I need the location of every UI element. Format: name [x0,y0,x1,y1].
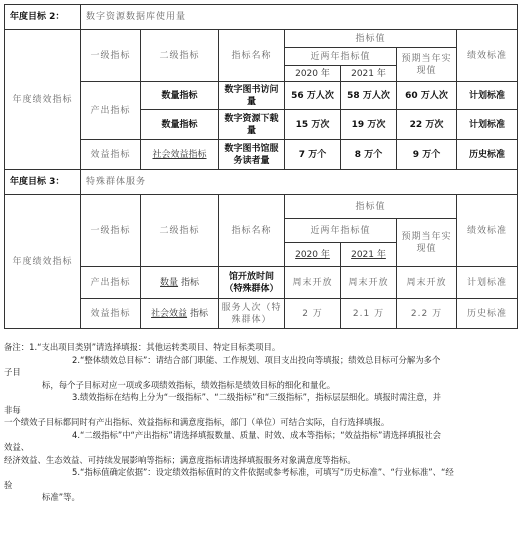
goal2-row-label: 年度绩效指标 [5,30,81,170]
goal2-r1-exp: 60 万人次 [397,82,457,110]
goal2-r3-level2: 社会效益指标 [141,140,219,170]
goal2-output: 产出指标 [81,82,141,140]
goal2-r3-name: 数字图书馆服务读者量 [219,140,285,170]
goal3-r2-exp: 2.2 万 [397,299,457,329]
goal3-h-value: 指标值 [285,195,457,219]
goal3-r2-2020: 2 万 [285,299,341,329]
goal3-r1-level2a: 数量 [160,277,179,288]
goal2-r3-2021: 8 万个 [341,140,397,170]
note-5b: 验 [4,479,13,490]
note-1: 备注：1.“支出项目类别”请选择填报：其他运转类项目、特定目标类项目。 [4,342,281,352]
goal2-label: 年度目标 2： [5,5,81,30]
goal2-r2-exp: 22 万次 [397,110,457,140]
note-2c: 标，每个子目标对应一项或多项绩效指标，绩效指标是绩效目标的细化和量化。 [42,379,336,390]
goal3-h-level2: 二级指标 [141,195,219,267]
goal3-r2-std: 历史标准 [457,299,518,329]
goal2-h-name: 指标名称 [219,30,285,82]
goal2-r1-2020: 56 万人次 [285,82,341,110]
note-3b: 非每 [4,404,21,415]
goal3-table [4,169,518,329]
goal3-r1-2020: 周末开放 [285,267,341,299]
goal3-label: 年度目标 3： [5,170,81,195]
goal3-r1-level2 [141,267,219,299]
goal2-h-level2: 二级指标 [141,30,219,82]
goal2-r2-level2: 数量指标 [141,110,219,140]
goal3-row-label: 年度绩效指标 [5,195,81,329]
goal3-r1-name: 馆开放时间（特殊群体） [219,267,285,299]
goal3-h-expected: 预期当年实现值 [397,219,457,267]
goal2-r2-2020: 15 万次 [285,110,341,140]
goal3-r2-level2 [141,299,219,329]
performance-tables [4,4,517,329]
goal3-r2-level2b: 指标 [189,308,208,319]
goal3-h-prev: 近两年指标值 [285,219,397,243]
goal3-r2-name: 服务人次（特殊群体） [219,299,285,329]
goal2-effect: 效益指标 [81,140,141,170]
goal2-r1-name: 数字图书访问量 [219,82,285,110]
goal2-h-prev: 近两年指标值 [285,48,397,66]
goal2-year-2020: 2020 年 [285,66,341,82]
note-5a: 5.“指标值确定依据”：设定绩效指标值时的文件依据或参考标准，可填写“历史标准”、“行业标准”、“经 [72,467,454,477]
goal2-desc: 数字资源数据库使用量 [81,5,518,30]
goal3-year-2020: 2020 年 [285,243,341,267]
note-2b: 子目 [4,367,21,377]
note-5c: 标准”等。 [42,492,80,502]
goal2-h-level1: 一级指标 [81,30,141,82]
goal2-r3-2020: 7 万个 [285,140,341,170]
goal2-r1-2021: 58 万人次 [341,82,397,110]
notes [4,341,514,504]
goal3-h-standard: 绩效标准 [457,195,518,267]
goal3-r1-level2b: 指标 [180,277,199,288]
goal3-h-level1: 一级指标 [81,195,141,267]
goal2-year-2021: 2021 年 [341,66,397,82]
goal3-r2-2021: 2.1 万 [341,299,397,329]
note-2a: 2.“整体绩效总目标”：请结合部门职能、工作规划、项目支出投向等填报；绩效总目标可分解为多个 [72,354,441,365]
goal2-r3-std: 历史标准 [457,140,518,170]
goal2-r2-std: 计划标准 [457,110,518,140]
goal3-h-name: 指标名称 [219,195,285,267]
goal2-h-standard: 绩效标准 [457,30,518,82]
goal3-r2-level2a: 社会效益 [151,308,188,319]
goal3-output: 产出指标 [81,267,141,299]
goal3-year-2021: 2021 年 [341,243,397,267]
goal2-r1-level2: 数量指标 [141,82,219,110]
goal3-r1-exp: 周末开放 [397,267,457,299]
goal3-desc: 特殊群体服务 [81,170,518,195]
goal3-effect: 效益指标 [81,299,141,329]
goal2-r3-exp: 9 万个 [397,140,457,170]
note-3a: 3.绩效指标在结构上分为“一级指标”、“二级指标”和“三级指标”，指标层层细化。填报时需注意，并 [72,392,442,402]
note-4a: 4.“二级指标”中“产出指标”请选择填报数量、质量、时效、成本等指标；“效益指标”请选择填报社会 [72,429,442,440]
goal3-r1-2021: 周末开放 [341,267,397,299]
note-3c: 一个绩效子目标都同时有产出指标、效益指标和满意度指标，部门（单位）可结合实际，自行选择填报。 [4,417,390,427]
goal3-r1-std: 计划标准 [457,267,518,299]
goal2-table [4,4,518,170]
note-4b: 效益、 [4,442,30,452]
note-4c: 经济效益、生态效益、可持续发展影响等指标；满意度指标请选择填报服务对象满意度等指标。 [4,454,356,465]
goal2-h-expected: 预期当年实现值 [397,48,457,82]
goal2-r2-2021: 19 万次 [341,110,397,140]
goal2-r2-name: 数字资源下载量 [219,110,285,140]
goal2-r1-std: 计划标准 [457,82,518,110]
goal2-h-value: 指标值 [285,30,457,48]
